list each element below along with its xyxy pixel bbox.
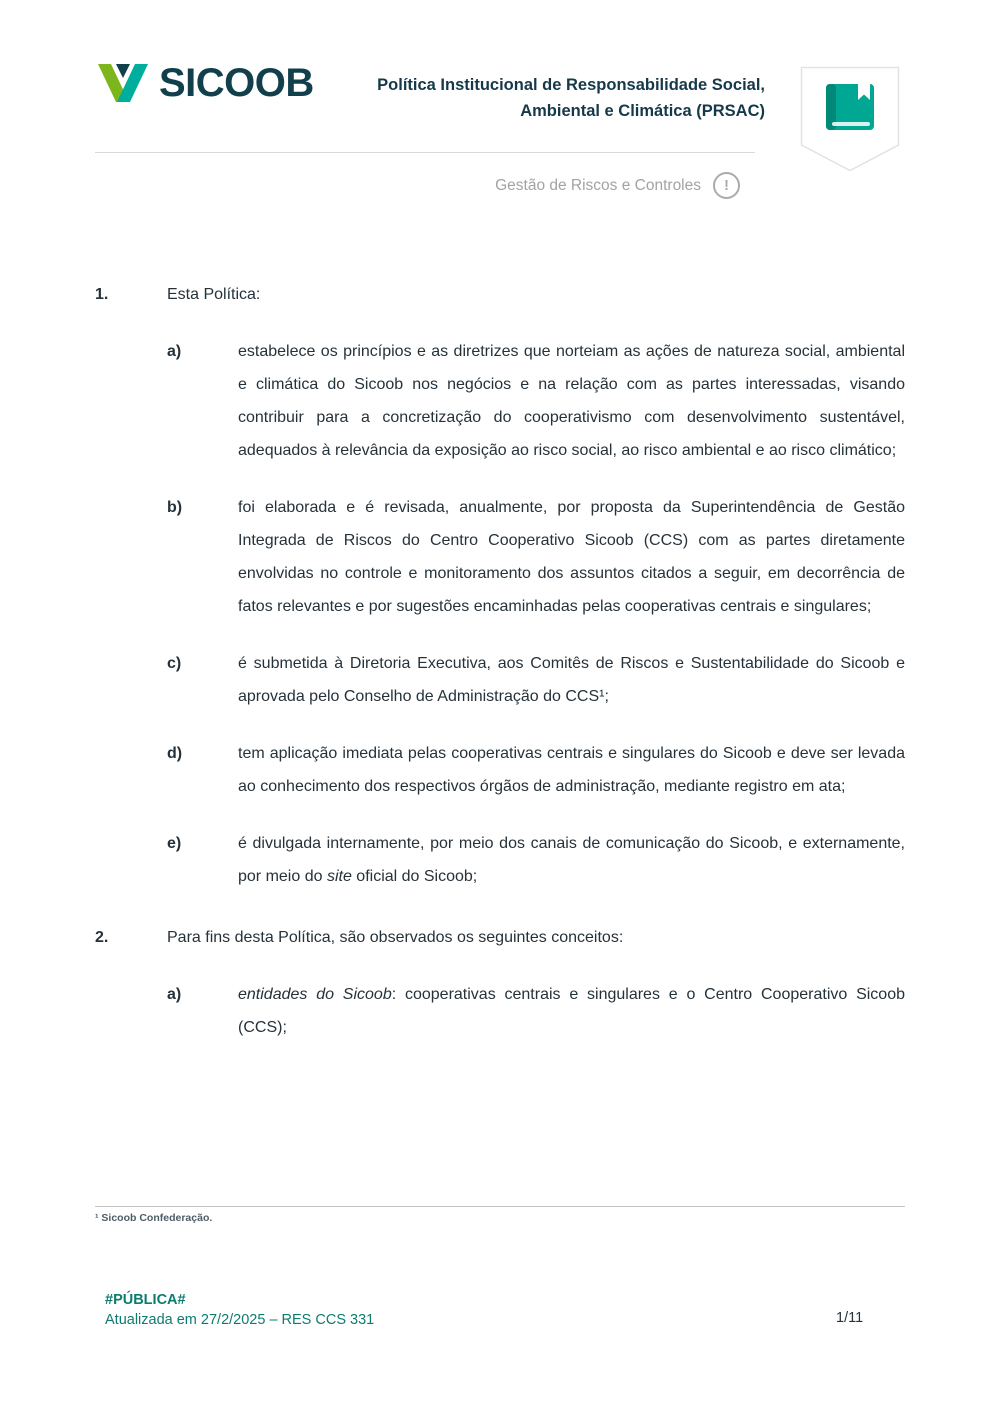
item-text: tem aplicação imediata pelas cooperativas centrais e singulares do Sicoob e deve ser levada ao conhecimento dos respectivos órgãos de administração, mediante registro em ata; [238, 745, 905, 795]
section-heading-row [95, 278, 905, 311]
book-icon [800, 66, 900, 174]
item-label: b) [167, 499, 183, 516]
item-label: e) [167, 835, 182, 852]
section-heading: Para fins desta Política, são observados os seguintes conceitos: [167, 929, 624, 946]
exclamation-circle-icon: ! [713, 172, 740, 199]
document-body [95, 278, 905, 1044]
section-2 [95, 921, 905, 1044]
sicoob-logo-icon [95, 60, 151, 106]
section-1 [95, 278, 905, 893]
document-title-line2: Ambiental e Climática (PRSAC) [520, 102, 765, 120]
page-number: 1/11 [836, 1310, 864, 1326]
section-number: 1. [95, 286, 109, 303]
item-text: é divulgada internamente, por meio dos canais de comunicação do Sicoob, e externamente, por meio do site oficial do Sicoob; [238, 835, 905, 885]
item-text: entidades do Sicoob: cooperativas centrais e singulares e o Centro Cooperativo Sicoob (CCS); [238, 986, 905, 1036]
item-text: foi elaborada e é revisada, anualmente, por proposta da Superintendência de Gestão Integrada de Riscos do Centro Cooperativo Sicoob (CCS) com as partes diretamente envolvidas no controle e monitoramento dos assuntos citados a seguir, em decorrência de fatos relevantes e por sugestões encaminhadas pelas cooperativas centrais e singulares; [238, 499, 905, 615]
classification-label: #PÚBLICA# [105, 1292, 186, 1308]
item-text: estabelece os princípios e as diretrizes que norteiam as ações de natureza social, ambiental e climática do Sicoob nos negócios e na relação com as partes interessadas, visando contribuir para a concretização do cooperativismo com desenvolvimento sustentável, adequados à relevância da exposição ao risco social, ao risco ambiental e ao risco climático; [238, 343, 905, 459]
list-item-1d [167, 737, 905, 803]
section-number: 2. [95, 929, 109, 946]
footnote-divider [95, 1206, 905, 1207]
list-item-2a [167, 978, 905, 1044]
category-row [495, 172, 740, 199]
item-label: a) [167, 343, 182, 360]
list-item-1a [167, 335, 905, 467]
sicoob-logo [95, 60, 314, 106]
bookmark-badge [800, 66, 900, 179]
item-label: c) [167, 655, 182, 672]
section-heading-row [95, 921, 905, 954]
document-title-line1: Política Institucional de Responsabilidade Social, [377, 76, 765, 94]
document-title [300, 72, 765, 124]
item-label: a) [167, 986, 182, 1003]
section-heading: Esta Política: [167, 286, 261, 303]
list-item-1b [167, 491, 905, 623]
header-divider [95, 152, 755, 153]
item-label: d) [167, 745, 183, 762]
list-item-1c [167, 647, 905, 713]
logo-wordmark: SICOOB [159, 60, 314, 105]
category-label: Gestão de Riscos e Controles [495, 176, 701, 194]
list-item-1e [167, 827, 905, 893]
item-text: é submetida à Diretoria Executiva, aos Comitês de Riscos e Sustentabilidade do Sicoob e aprovada pelo Conselho de Administração do CCS¹; [238, 655, 905, 705]
update-info: Atualizada em 27/2/2025 – RES CCS 331 [105, 1312, 375, 1328]
footnote: ¹ Sicoob Confederação. [95, 1212, 213, 1224]
